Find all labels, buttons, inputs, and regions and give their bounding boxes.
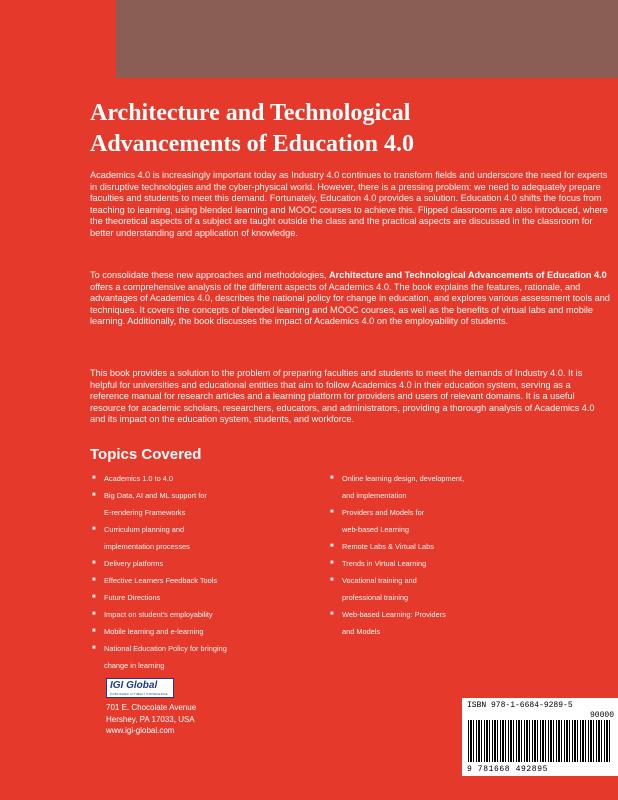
topic-item bbox=[330, 504, 560, 521]
topic-item-continued bbox=[330, 623, 560, 640]
topic-item bbox=[92, 589, 322, 606]
topic-text: Providers and Models for bbox=[342, 508, 425, 517]
topic-item bbox=[92, 487, 322, 504]
topic-item bbox=[330, 555, 560, 572]
top-image-band bbox=[116, 0, 618, 78]
p2-intro: To consolidate these new approaches and methodologies, bbox=[90, 270, 330, 280]
topic-text: professional training bbox=[342, 593, 409, 602]
title-line-1: Architecture and Technological bbox=[90, 100, 411, 126]
topic-item-continued bbox=[330, 521, 560, 538]
topic-text: Future Directions bbox=[104, 593, 161, 602]
topic-text: Mobile learning and e-learning bbox=[104, 627, 204, 636]
bullet-icon: ■ bbox=[92, 526, 96, 532]
barcode-bars bbox=[468, 720, 612, 762]
topic-text: and implementation bbox=[342, 491, 407, 500]
topic-text: web-based Learning bbox=[342, 525, 409, 534]
topic-text: Web-based Learning: Providers bbox=[342, 610, 446, 619]
publisher-address bbox=[106, 702, 196, 737]
topic-item-continued bbox=[92, 538, 322, 555]
address-street: 701 E. Chocolate Avenue bbox=[106, 703, 197, 712]
topic-text: National Education Policy for bringing bbox=[104, 644, 227, 653]
bullet-icon: ■ bbox=[92, 475, 96, 481]
publisher-logo-tagline: PUBLISHER of TIMELY KNOWLEDGE bbox=[110, 692, 168, 696]
bullet-icon: ■ bbox=[330, 475, 334, 481]
topic-text: Effective Learners Feedback Tools bbox=[104, 576, 218, 585]
topic-item bbox=[330, 538, 560, 555]
topic-text: Impact on student's employability bbox=[104, 610, 213, 619]
topic-item-continued bbox=[92, 657, 322, 674]
topics-list-left bbox=[92, 470, 322, 674]
bullet-icon: ■ bbox=[330, 560, 334, 566]
p2-body: offers a comprehensive analysis of the different aspects of Academics 4.0. The book explains the features, rationale, and advantages of Academics 4.0, describes the national policy for change in education, and explores various assessment tools and techniques. It covers the concepts of blended learning and MOOC courses, as well as the benefits of virtual labs and mobile learning. Additionally, the book discusses the impact of Academics 4.0 on the employability of students. bbox=[90, 281, 610, 327]
bullet-icon: ■ bbox=[92, 611, 96, 617]
bullet-icon: ■ bbox=[92, 560, 96, 566]
topic-item bbox=[92, 572, 322, 589]
topic-text: Academics 1.0 to 4.0 bbox=[104, 474, 174, 483]
topic-text: Online learning design, development, bbox=[342, 474, 465, 483]
isbn-barcode bbox=[462, 698, 618, 776]
publisher-logo-text: IGI Global bbox=[110, 680, 158, 691]
topic-item bbox=[92, 606, 322, 623]
bullet-icon: ■ bbox=[92, 594, 96, 600]
topic-text: Curriculum planning and bbox=[104, 525, 185, 534]
publisher-website: www.igi-global.com bbox=[106, 726, 175, 735]
p2-book-title: Architecture and Technological Advancements of Education 4.0 bbox=[329, 270, 607, 280]
topic-item-continued bbox=[92, 504, 322, 521]
topic-text: Remote Labs & Virtual Labs bbox=[342, 542, 434, 551]
topic-item bbox=[330, 572, 560, 589]
description-paragraph-3: This book provides a solution to the problem of preparing faculties and students to meet the demands of Industry 4.0. It is helpful for universities and educational entities that aim to follow Academics 4.0 in their education system, serving as a reference manual for research articles and a learning platform for providers and users of relevant domains. It is a useful resource for academic scholars, researchers, educators, and administrators, providing a thorough analysis of Academics 4.0 and its impact on the education system, students, and workforce. bbox=[90, 368, 595, 425]
topic-item-continued bbox=[330, 487, 560, 504]
topic-item bbox=[330, 606, 560, 623]
topic-item bbox=[92, 470, 322, 487]
topic-text: E-rendering Frameworks bbox=[104, 508, 186, 517]
bullet-icon: ■ bbox=[92, 492, 96, 498]
bullet-icon: ■ bbox=[330, 543, 334, 549]
book-title bbox=[90, 98, 590, 160]
topic-item-continued bbox=[330, 589, 560, 606]
topic-text: Delivery platforms bbox=[104, 559, 164, 568]
publisher-logo bbox=[106, 678, 174, 698]
bullet-icon: ■ bbox=[92, 645, 96, 651]
ean-digits: 9 781668 492895 bbox=[467, 765, 549, 774]
address-city: Hershey, PA 17033, USA bbox=[106, 714, 195, 724]
bullet-icon: ■ bbox=[330, 577, 334, 583]
title-line-2: Advancements of Education 4.0 bbox=[90, 131, 415, 157]
topic-item bbox=[330, 470, 560, 487]
topic-text: Trends in Virtual Learning bbox=[342, 559, 427, 568]
topic-item bbox=[92, 640, 322, 657]
topic-text: and Models bbox=[342, 627, 381, 636]
topic-item bbox=[92, 521, 322, 538]
topics-list-right bbox=[330, 470, 560, 640]
topic-text: change in learning bbox=[104, 661, 165, 670]
bullet-icon: ■ bbox=[330, 509, 334, 515]
topics-heading: Topics Covered bbox=[90, 446, 202, 463]
bullet-icon: ■ bbox=[92, 628, 96, 634]
bullet-icon: ■ bbox=[92, 577, 96, 583]
description-paragraph-2 bbox=[90, 270, 610, 328]
topic-text: implementation processes bbox=[104, 542, 190, 551]
topic-item bbox=[92, 623, 322, 640]
topic-item bbox=[92, 555, 322, 572]
description-paragraph-1: Academics 4.0 is increasingly important today as Industry 4.0 continues to transform fields and underscore the need for experts in disruptive technologies and the cyber-physical world. However, there is a pressing problem: we need to adequately prepare faculties and students to meet this demand. Fortunately, Education 4.0 provides a solution. Education 4.0 shifts the focus from teaching to learning, using blended learning and MOOC courses to achieve this. Flipped classrooms are also introduced, where the theoretical aspects of a subject are taught outside the class and the practical aspects are discussed in the classroom for better understanding and application of knowledge. bbox=[90, 170, 608, 238]
topic-text: Vocational training and bbox=[342, 576, 417, 585]
isbn-text: ISBN 978-1-6684-9289-5 bbox=[467, 701, 573, 710]
price-code: 90000 bbox=[589, 711, 614, 720]
bullet-icon: ■ bbox=[330, 611, 334, 617]
topic-text: Big Data, AI and ML support for bbox=[104, 491, 207, 500]
